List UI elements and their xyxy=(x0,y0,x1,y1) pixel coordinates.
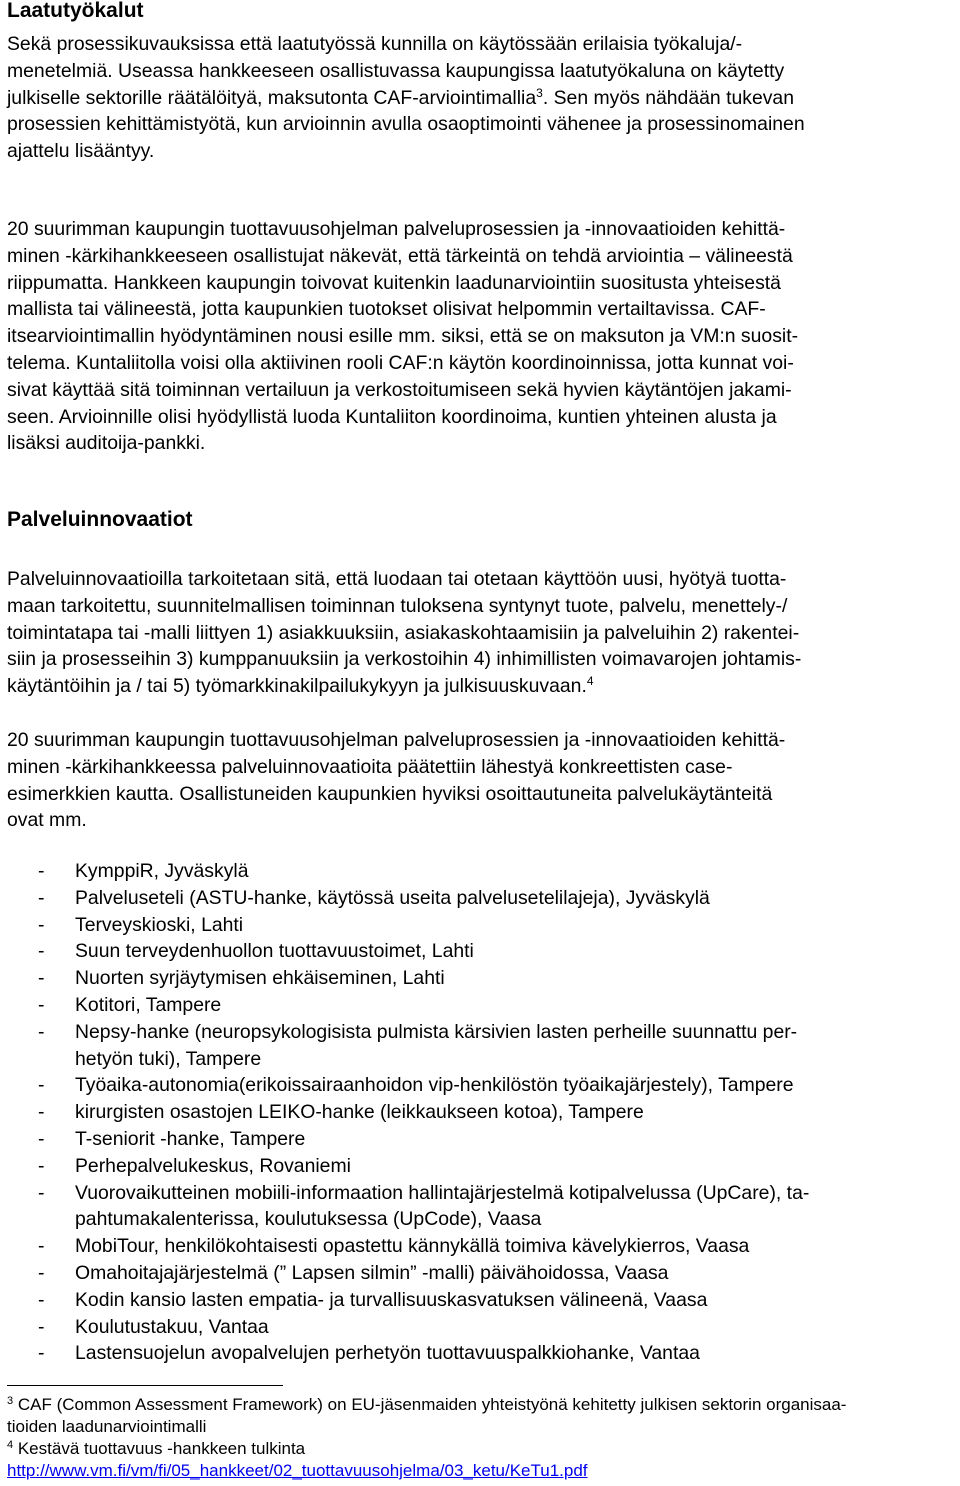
list-item xyxy=(7,1153,953,1180)
text-line: prosessien kehittämistyötä, kun arvioinnin avulla osaoptimointi vähenee ja prosessinomainen xyxy=(7,113,805,136)
paragraph-quality-tools-intro xyxy=(7,31,953,165)
text-line xyxy=(7,673,953,700)
text-line xyxy=(7,1394,953,1416)
text-span: . Sen myös nähdään tukevan xyxy=(542,86,794,109)
list-item xyxy=(7,1126,953,1153)
footnote-number: 4 xyxy=(7,1439,14,1451)
paragraph-service-innovations-cases xyxy=(7,727,953,834)
list-item-text: MobiTour, henkilökohtaisesti opastettu kännykällä toimiva kävelykierros, Vaasa xyxy=(75,1235,750,1258)
list-item-text: Nepsy-hanke (neuropsykologisista pulmista kärsivien lasten perheille suunnattu per- xyxy=(75,1020,798,1043)
footnote-number: 3 xyxy=(7,1395,14,1407)
bullet-dash: - xyxy=(38,1235,45,1258)
bullet-dash: - xyxy=(38,1342,45,1365)
list-item-text: Omahoitajajärjestelmä (” Lapsen silmin” -malli) päivähoidossa, Vaasa xyxy=(75,1261,669,1284)
heading-palveluinnovaatiot: Palveluinnovaatiot xyxy=(7,508,193,531)
text-line: mallista tai välineestä, jotta kaupunkien tuotokset olisivat helpommin vertailtavissa. CAF- xyxy=(7,298,766,321)
bullet-dash: - xyxy=(38,940,45,963)
footnote-separator xyxy=(7,1385,283,1386)
paragraph-quality-tools-project xyxy=(7,216,953,457)
text-line: esimerkkien kautta. Osallistuneiden kaupunkien hyviksi osoittautuneita palvelukäytänteitä xyxy=(7,782,773,805)
paragraph-service-innovations-definition xyxy=(7,566,953,700)
list-item-text: hetyön tuki), Tampere xyxy=(75,1047,262,1070)
list-item xyxy=(7,1099,953,1126)
list-item-text: Kodin kansio lasten empatia- ja turvallisuuskasvatuksen välineenä, Vaasa xyxy=(75,1288,708,1311)
text-line: seen. Arvioinnille olisi hyödyllistä luoda Kuntaliiton koordinoima, kuntien yhteinen alusta ja xyxy=(7,405,777,428)
list-item-text: Lastensuojelun avopalvelujen perhetyön tuottavuuspalkkiohanke, Vantaa xyxy=(75,1342,700,1365)
text-line: minen -kärkihankkeessa palveluinnovaatioita päätettiin lähestyä konkreettisten case- xyxy=(7,755,733,778)
text-line: menetelmiä. Useassa hankkeeseen osallistuvassa kaupungissa laatutyökaluna on käytetty xyxy=(7,59,785,82)
list-item xyxy=(7,1233,953,1260)
list-item xyxy=(7,1260,953,1287)
bullet-dash: - xyxy=(38,1315,45,1338)
list-item xyxy=(7,1287,953,1314)
text-line: Palveluinnovaatioilla tarkoitetaan sitä, että luodaan tai otetaan käyttöön uusi, hyötyä tuotta- xyxy=(7,568,787,590)
footnote-ref-4: 4 xyxy=(586,674,594,689)
text-line xyxy=(7,1460,953,1482)
bullet-dash: - xyxy=(38,993,45,1016)
text-line: itsearviointimallin hyödyntäminen nousi esille mm. siksi, että se on maksuton ja VM:n suosit- xyxy=(7,325,799,348)
footnote-link[interactable]: http://www.vm.fi/vm/fi/05_hankkeet/02_tuottavuusohjelma/03_ketu/KeTu1.pdf xyxy=(7,1461,588,1480)
list-item-text: Kotitori, Tampere xyxy=(75,993,222,1016)
bullet-dash: - xyxy=(38,1020,45,1043)
text-line: tioiden laadunarviointimalli xyxy=(7,1417,207,1436)
text-line: 20 suurimman kaupungin tuottavuusohjelman palveluprosessien ja -innovaatioiden kehittä- xyxy=(7,729,786,751)
list-item xyxy=(7,938,953,965)
service-practices-list xyxy=(7,858,953,1367)
text-line: toimintatapa tai -malli liittyen 1) asiakkuuksiin, asiakaskohtaamisiin ja palveluihin 2) rakentei- xyxy=(7,621,800,644)
bullet-dash: - xyxy=(38,886,45,909)
bullet-dash: - xyxy=(38,967,45,990)
text-span: Kestävä tuottavuus -hankkeen tulkinta xyxy=(13,1439,306,1458)
bullet-dash: - xyxy=(38,1154,45,1177)
footnote-3 xyxy=(7,1394,953,1438)
text-line: 20 suurimman kaupungin tuottavuusohjelman palveluprosessien ja -innovaatioiden kehittä- xyxy=(7,218,786,240)
bullet-dash: - xyxy=(38,1288,45,1311)
heading-laatutyokalut: Laatutyökalut xyxy=(7,0,144,22)
text-line: ajattelu lisääntyy. xyxy=(7,140,155,163)
list-item xyxy=(7,992,953,1019)
list-item-text: T-seniorit -hanke, Tampere xyxy=(75,1127,306,1150)
bullet-dash: - xyxy=(38,1074,45,1097)
list-item-text: Palveluseteli (ASTU-hanke, käytössä useita palvelusetelilajeja), Jyväskylä xyxy=(75,886,710,909)
text-line: riippumatta. Hankkeen kaupungin toivovat kuitenkin laadunarviointiin suositusta yhteisestä xyxy=(7,271,781,294)
text-line xyxy=(7,1438,953,1460)
text-span: CAF (Common Assessment Framework) on EU-jäsenmaiden yhteistyönä kehitetty julkisen sektorin organisaa- xyxy=(13,1395,847,1414)
text-line: minen -kärkihankkeeseen osallistujat näkevät, että tärkeintä on tehdä arviointia – välineestä xyxy=(7,244,793,267)
list-item-text: KymppiR, Jyväskylä xyxy=(75,860,249,882)
list-item xyxy=(7,1340,953,1367)
list-item xyxy=(7,1314,953,1341)
list-item-text: Terveyskioski, Lahti xyxy=(75,913,244,936)
list-item-text: Suun terveydenhuollon tuottavuustoimet, Lahti xyxy=(75,940,474,963)
list-item-text: Vuorovaikutteinen mobiili-informaation hallintajärjestelmä kotipalvelussa (UpCare), ta- xyxy=(75,1181,810,1204)
bullet-dash: - xyxy=(38,860,45,882)
text-line: siin ja prosesseihin 3) kumppanuuksiin ja verkostoihin 4) inhimillisten voimavarojen johtamis- xyxy=(7,648,802,671)
text-line: Sekä prosessikuvauksissa että laatutyössä kunnilla on käytössään erilaisia työkaluja/- xyxy=(7,33,743,55)
footnote-ref-3: 3 xyxy=(536,85,543,100)
list-item-text: Nuorten syrjäytymisen ehkäiseminen, Lahti xyxy=(75,967,445,990)
bullet-dash: - xyxy=(38,1261,45,1284)
list-item xyxy=(7,1180,953,1234)
list-item-text: Koulutustakuu, Vantaa xyxy=(75,1315,269,1338)
text-line: telema. Kuntaliitolla voisi olla aktiivinen rooli CAF:n käytön koordinoinnissa, jotta kunnat voi- xyxy=(7,351,794,374)
text-line: ovat mm. xyxy=(7,809,87,832)
text-line: sivat käyttää sitä toiminnan vertailuun ja verkostoitumiseen sekä hyvien käytäntöjen jakami- xyxy=(7,378,792,401)
list-item-text: pahtumakalenterissa, koulutuksessa (UpCode), Vaasa xyxy=(75,1208,542,1231)
bullet-dash: - xyxy=(38,1181,45,1204)
list-item xyxy=(7,1072,953,1099)
list-item xyxy=(7,858,953,885)
bullet-dash: - xyxy=(38,1101,45,1124)
list-item xyxy=(7,885,953,912)
bullet-dash: - xyxy=(38,913,45,936)
list-item xyxy=(7,912,953,939)
text-span: käytäntöihin ja / tai 5) työmarkkinakilpailukykyyn ja julkisuuskuvaan. xyxy=(7,675,587,698)
list-item xyxy=(7,965,953,992)
list-item-text: Työaika-autonomia(erikoissairaanhoidon vip-henkilöstön työaikajärjestely), Tampere xyxy=(75,1074,794,1097)
text-span: julkiselle sektorille räätälöityä, maksutonta CAF-arviointimallia xyxy=(7,86,537,109)
list-item xyxy=(7,1019,953,1073)
list-item-text: Perhepalvelukeskus, Rovaniemi xyxy=(75,1154,351,1177)
bullet-dash: - xyxy=(38,1127,45,1150)
footnote-4 xyxy=(7,1438,953,1482)
text-line xyxy=(7,85,953,112)
list-item-text: kirurgisten osastojen LEIKO-hanke (leikkaukseen kotoa), Tampere xyxy=(75,1101,644,1124)
text-line: maan tarkoitettu, suunnitelmallisen toiminnan tuloksena syntynyt tuote, palvelu, menettely-/ xyxy=(7,594,788,617)
text-line: lisäksi auditoija-pankki. xyxy=(7,432,206,455)
